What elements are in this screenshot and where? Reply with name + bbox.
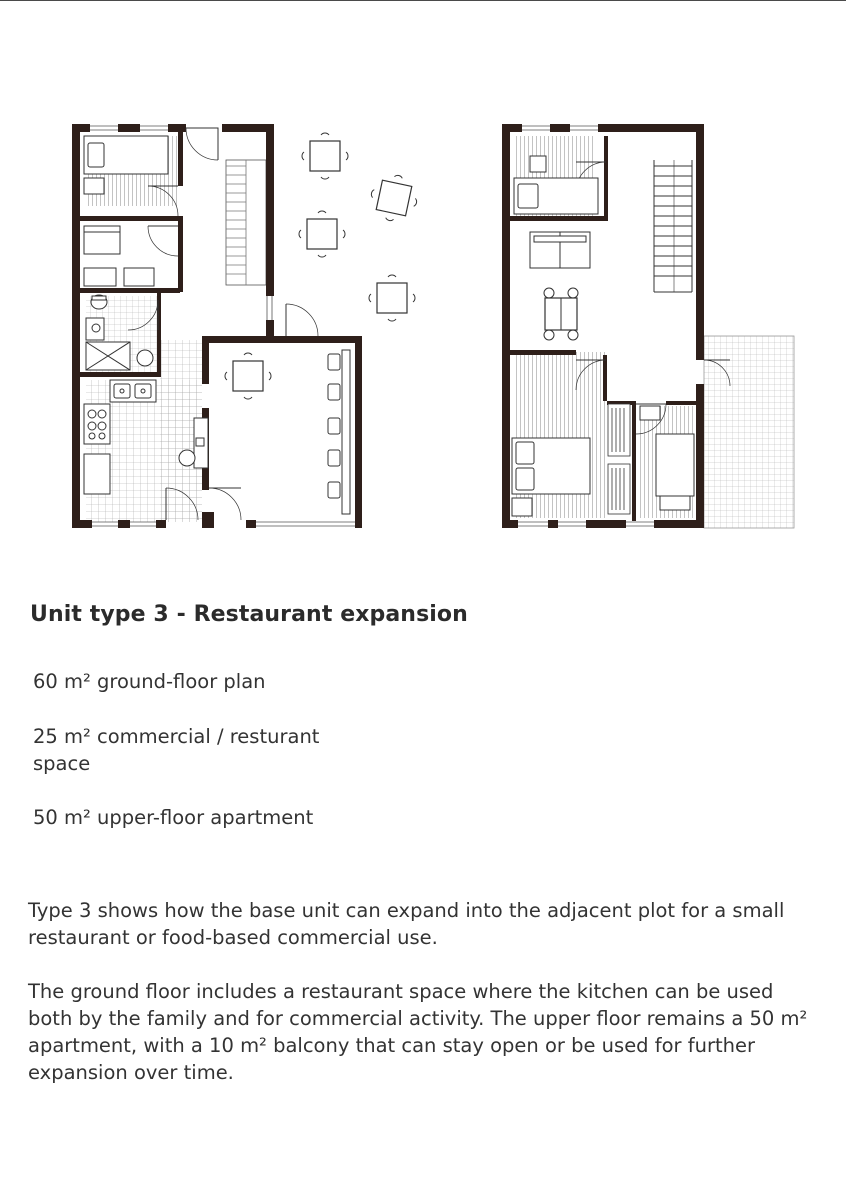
upper-dining-table: [544, 288, 578, 340]
floor-plans: [0, 0, 846, 560]
ground-floor-plan: [72, 124, 421, 528]
upper-stair: [654, 160, 692, 292]
page-title: Unit type 3 - Restaurant expansion: [30, 602, 468, 627]
description-paragraph: The ground floor includes a restaurant space where the kitchen can be used both by the family and for commercial activity. The upper floor remains a 50 m² apartment, with a 10 m² balcony that can stay open or be used for further expansion over time.: [28, 980, 808, 1084]
wardrobes: [608, 404, 630, 514]
description-paragraph: Type 3 shows how the base unit can expand into the adjacent plot for a small restaurant or food-based commercial use.: [28, 899, 785, 949]
upper-floor-plan: [502, 124, 794, 528]
spec-ground-floor: 60 m² ground-floor plan: [33, 670, 266, 693]
spec-commercial-space: 25 m² commercial / resturant space: [33, 725, 320, 775]
ground-stair: [226, 160, 266, 285]
spec-upper-floor: 50 m² upper-floor apartment: [33, 806, 314, 829]
outdoor-tables: [299, 133, 421, 321]
balcony-floor: [704, 336, 794, 528]
restaurant-dining: [225, 350, 350, 514]
storage-furniture: [84, 226, 154, 286]
